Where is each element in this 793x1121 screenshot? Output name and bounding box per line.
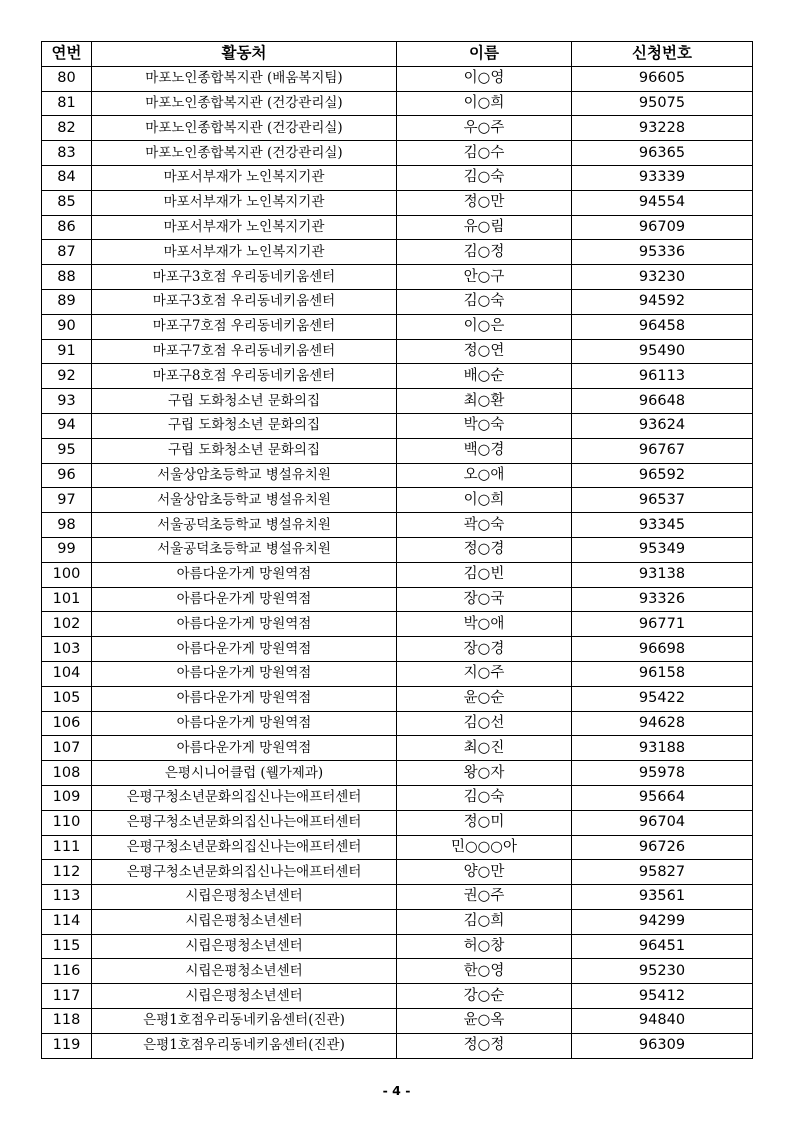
- row-application-number: 95075: [572, 91, 753, 116]
- row-place: 서울공덕초등학교 병설유치원: [92, 537, 397, 562]
- row-place: 은평구청소년문화의집신나는애프터센터: [92, 810, 397, 835]
- row-application-number: 96113: [572, 364, 753, 389]
- row-index: 98: [42, 513, 92, 538]
- row-name: 양○만: [397, 860, 572, 885]
- row-place: 구립 도화청소년 문화의집: [92, 389, 397, 414]
- row-index: 80: [42, 66, 92, 91]
- table-row: [42, 537, 753, 562]
- row-name: 안○구: [397, 265, 572, 290]
- row-application-number: 96704: [572, 810, 753, 835]
- table-row: [42, 761, 753, 786]
- row-index: 82: [42, 116, 92, 141]
- row-place: 은평시니어클럽 (웰가제과): [92, 761, 397, 786]
- row-place: 서울공덕초등학교 병설유치원: [92, 513, 397, 538]
- row-place: 마포구3호점 우리동네키움센터: [92, 289, 397, 314]
- row-application-number: 93624: [572, 413, 753, 438]
- row-index: 85: [42, 190, 92, 215]
- row-application-number: 95230: [572, 959, 753, 984]
- row-place: 아름다운가게 망원역점: [92, 686, 397, 711]
- row-place: 마포서부재가 노인복지기관: [92, 190, 397, 215]
- row-place: 은평구청소년문화의집신나는애프터센터: [92, 835, 397, 860]
- row-place: 서울상암초등학교 병설유치원: [92, 488, 397, 513]
- row-application-number: 96309: [572, 1033, 753, 1058]
- row-index: 95: [42, 438, 92, 463]
- row-place: 시립은평청소년센터: [92, 885, 397, 910]
- table-row: [42, 711, 753, 736]
- row-name: 최○진: [397, 736, 572, 761]
- table-body: [42, 66, 753, 1058]
- row-place: 아름다운가게 망원역점: [92, 587, 397, 612]
- page-number: - 4 -: [382, 1083, 411, 1098]
- row-index: 107: [42, 736, 92, 761]
- row-index: 119: [42, 1033, 92, 1058]
- row-name: 정○경: [397, 537, 572, 562]
- row-place: 시립은평청소년센터: [92, 984, 397, 1009]
- row-name: 박○숙: [397, 413, 572, 438]
- row-name: 박○애: [397, 612, 572, 637]
- row-name: 김○숙: [397, 165, 572, 190]
- row-name: 장○경: [397, 637, 572, 662]
- table-row: [42, 413, 753, 438]
- row-name: 김○선: [397, 711, 572, 736]
- table-row: [42, 736, 753, 761]
- row-index: 102: [42, 612, 92, 637]
- row-name: 지○주: [397, 661, 572, 686]
- row-name: 허○창: [397, 934, 572, 959]
- row-application-number: 94592: [572, 289, 753, 314]
- row-place: 아름다운가게 망원역점: [92, 661, 397, 686]
- table-row: [42, 835, 753, 860]
- row-name: 김○정: [397, 240, 572, 265]
- row-name: 강○순: [397, 984, 572, 1009]
- table-row: [42, 810, 753, 835]
- row-application-number: 95422: [572, 686, 753, 711]
- row-application-number: 94840: [572, 1009, 753, 1034]
- row-index: 105: [42, 686, 92, 711]
- table-row: [42, 190, 753, 215]
- row-index: 94: [42, 413, 92, 438]
- table-row: [42, 1009, 753, 1034]
- table-row: [42, 165, 753, 190]
- row-place: 아름다운가게 망원역점: [92, 562, 397, 587]
- row-application-number: 94554: [572, 190, 753, 215]
- row-place: 마포서부재가 노인복지기관: [92, 240, 397, 265]
- row-name: 왕○자: [397, 761, 572, 786]
- row-name: 백○경: [397, 438, 572, 463]
- table-row: [42, 637, 753, 662]
- row-application-number: 96458: [572, 314, 753, 339]
- row-name: 장○국: [397, 587, 572, 612]
- row-application-number: 95412: [572, 984, 753, 1009]
- row-name: 정○연: [397, 339, 572, 364]
- row-index: 108: [42, 761, 92, 786]
- row-application-number: 95349: [572, 537, 753, 562]
- row-place: 마포서부재가 노인복지기관: [92, 165, 397, 190]
- table-row: [42, 339, 753, 364]
- row-name: 윤○순: [397, 686, 572, 711]
- row-place: 아름다운가게 망원역점: [92, 736, 397, 761]
- row-place: 구립 도화청소년 문화의집: [92, 438, 397, 463]
- row-name: 이○영: [397, 66, 572, 91]
- row-application-number: 93188: [572, 736, 753, 761]
- row-application-number: 96365: [572, 141, 753, 166]
- row-index: 109: [42, 785, 92, 810]
- row-name: 김○숙: [397, 785, 572, 810]
- row-name: 이○희: [397, 488, 572, 513]
- table-header: [42, 42, 753, 67]
- row-index: 97: [42, 488, 92, 513]
- row-name: 정○만: [397, 190, 572, 215]
- table-row: [42, 240, 753, 265]
- row-application-number: 96767: [572, 438, 753, 463]
- header-name: 이름: [397, 42, 572, 67]
- row-name: 오○애: [397, 463, 572, 488]
- row-application-number: 96592: [572, 463, 753, 488]
- row-index: 100: [42, 562, 92, 587]
- table-row: [42, 289, 753, 314]
- row-application-number: 96771: [572, 612, 753, 637]
- row-name: 최○환: [397, 389, 572, 414]
- row-index: 103: [42, 637, 92, 662]
- row-index: 83: [42, 141, 92, 166]
- row-place: 마포구7호점 우리동네키움센터: [92, 339, 397, 364]
- row-place: 서울상암초등학교 병설유치원: [92, 463, 397, 488]
- row-index: 110: [42, 810, 92, 835]
- table-row: [42, 389, 753, 414]
- row-index: 106: [42, 711, 92, 736]
- row-place: 마포노인종합복지관 (건강관리실): [92, 141, 397, 166]
- row-index: 116: [42, 959, 92, 984]
- table-row: [42, 984, 753, 1009]
- row-name: 김○숙: [397, 289, 572, 314]
- table-row: [42, 860, 753, 885]
- row-application-number: 96605: [572, 66, 753, 91]
- row-place: 마포구3호점 우리동네키움센터: [92, 265, 397, 290]
- row-index: 112: [42, 860, 92, 885]
- row-index: 84: [42, 165, 92, 190]
- row-name: 유○림: [397, 215, 572, 240]
- row-place: 은평1호점우리동네키움센터(진관): [92, 1033, 397, 1058]
- row-index: 93: [42, 389, 92, 414]
- row-application-number: 95336: [572, 240, 753, 265]
- row-application-number: 96726: [572, 835, 753, 860]
- table-row: [42, 438, 753, 463]
- row-place: 구립 도화청소년 문화의집: [92, 413, 397, 438]
- row-index: 113: [42, 885, 92, 910]
- row-index: 117: [42, 984, 92, 1009]
- row-application-number: 94299: [572, 909, 753, 934]
- table-row: [42, 562, 753, 587]
- row-index: 111: [42, 835, 92, 860]
- row-place: 은평구청소년문화의집신나는애프터센터: [92, 860, 397, 885]
- header-application-number: 신청번호: [572, 42, 753, 67]
- table-row: [42, 959, 753, 984]
- row-name: 김○희: [397, 909, 572, 934]
- row-index: 90: [42, 314, 92, 339]
- table-row: [42, 66, 753, 91]
- volunteer-roster-table: [41, 41, 753, 1059]
- row-place: 마포서부재가 노인복지기관: [92, 215, 397, 240]
- row-application-number: 93228: [572, 116, 753, 141]
- table-row: [42, 463, 753, 488]
- row-place: 마포구7호점 우리동네키움센터: [92, 314, 397, 339]
- row-application-number: 96451: [572, 934, 753, 959]
- table-row: [42, 513, 753, 538]
- row-name: 윤○옥: [397, 1009, 572, 1034]
- row-place: 마포노인종합복지관 (배움복지팀): [92, 66, 397, 91]
- table-row: [42, 116, 753, 141]
- row-place: 시립은평청소년센터: [92, 934, 397, 959]
- row-application-number: 95827: [572, 860, 753, 885]
- row-name: 정○미: [397, 810, 572, 835]
- row-index: 114: [42, 909, 92, 934]
- row-name: 우○주: [397, 116, 572, 141]
- row-name: 이○희: [397, 91, 572, 116]
- row-application-number: 93339: [572, 165, 753, 190]
- row-place: 은평1호점우리동네키움센터(진관): [92, 1009, 397, 1034]
- row-index: 118: [42, 1009, 92, 1034]
- table-row: [42, 141, 753, 166]
- row-place: 마포구8호점 우리동네키움센터: [92, 364, 397, 389]
- row-application-number: 95978: [572, 761, 753, 786]
- header-index: 연번: [42, 42, 92, 67]
- row-place: 아름다운가게 망원역점: [92, 711, 397, 736]
- row-index: 101: [42, 587, 92, 612]
- table-row: [42, 661, 753, 686]
- row-index: 87: [42, 240, 92, 265]
- table-row: [42, 364, 753, 389]
- table-row: [42, 1033, 753, 1058]
- row-application-number: 96698: [572, 637, 753, 662]
- table-row: [42, 488, 753, 513]
- row-application-number: 96158: [572, 661, 753, 686]
- row-index: 99: [42, 537, 92, 562]
- row-index: 104: [42, 661, 92, 686]
- table-row: [42, 785, 753, 810]
- row-application-number: 95490: [572, 339, 753, 364]
- row-name: 김○수: [397, 141, 572, 166]
- row-application-number: 93561: [572, 885, 753, 910]
- row-index: 86: [42, 215, 92, 240]
- row-index: 91: [42, 339, 92, 364]
- row-name: 곽○숙: [397, 513, 572, 538]
- table-row: [42, 612, 753, 637]
- row-application-number: 96709: [572, 215, 753, 240]
- row-name: 정○정: [397, 1033, 572, 1058]
- row-application-number: 93230: [572, 265, 753, 290]
- table-row: [42, 934, 753, 959]
- row-place: 아름다운가게 망원역점: [92, 612, 397, 637]
- row-application-number: 93138: [572, 562, 753, 587]
- row-name: 이○은: [397, 314, 572, 339]
- row-name: 배○순: [397, 364, 572, 389]
- row-name: 한○영: [397, 959, 572, 984]
- row-application-number: 96537: [572, 488, 753, 513]
- table-row: [42, 314, 753, 339]
- row-index: 96: [42, 463, 92, 488]
- row-place: 시립은평청소년센터: [92, 909, 397, 934]
- table-row: [42, 587, 753, 612]
- table-row: [42, 909, 753, 934]
- row-index: 81: [42, 91, 92, 116]
- table-row: [42, 885, 753, 910]
- row-application-number: 95664: [572, 785, 753, 810]
- row-place: 마포노인종합복지관 (건강관리실): [92, 91, 397, 116]
- row-application-number: 93345: [572, 513, 753, 538]
- row-index: 89: [42, 289, 92, 314]
- table-row: [42, 215, 753, 240]
- header-place: 활동처: [92, 42, 397, 67]
- table-row: [42, 686, 753, 711]
- row-index: 115: [42, 934, 92, 959]
- table-row: [42, 91, 753, 116]
- row-place: 마포노인종합복지관 (건강관리실): [92, 116, 397, 141]
- row-place: 은평구청소년문화의집신나는애프터센터: [92, 785, 397, 810]
- row-index: 88: [42, 265, 92, 290]
- table-row: [42, 265, 753, 290]
- row-name: 민○○○아: [397, 835, 572, 860]
- row-application-number: 96648: [572, 389, 753, 414]
- row-application-number: 94628: [572, 711, 753, 736]
- row-name: 김○빈: [397, 562, 572, 587]
- row-index: 92: [42, 364, 92, 389]
- row-place: 아름다운가게 망원역점: [92, 637, 397, 662]
- row-place: 시립은평청소년센터: [92, 959, 397, 984]
- header-row: [42, 42, 753, 67]
- row-name: 권○주: [397, 885, 572, 910]
- row-application-number: 93326: [572, 587, 753, 612]
